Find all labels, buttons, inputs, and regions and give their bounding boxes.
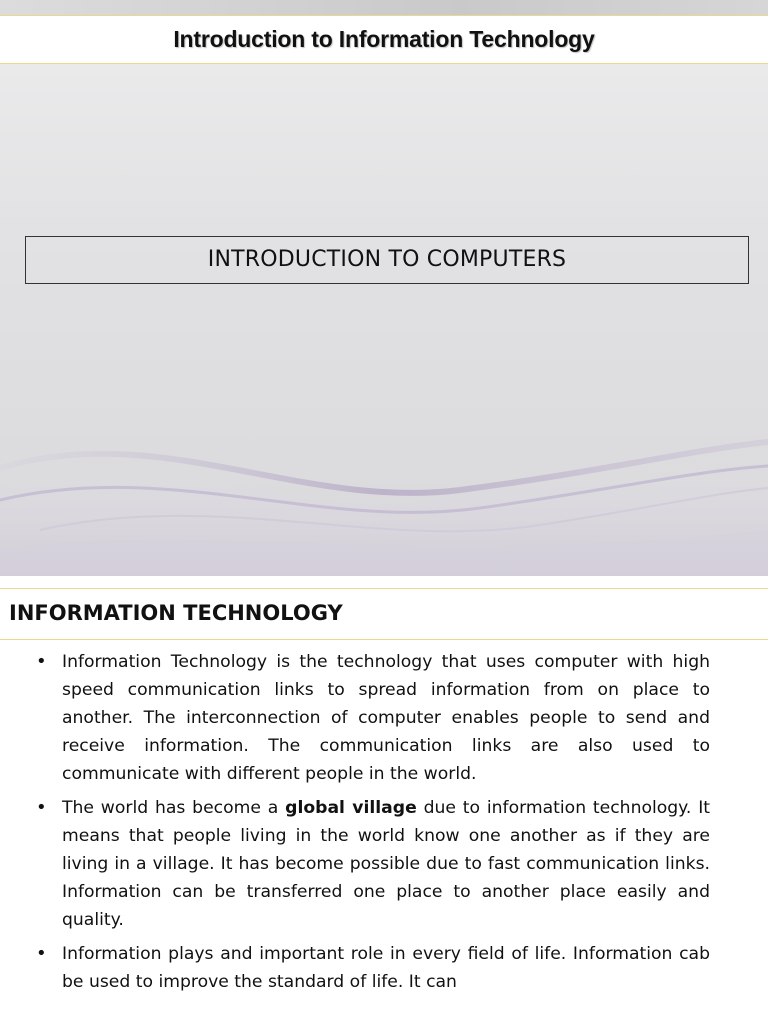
header-band: [0, 15, 768, 64]
bullet-text-before: The world has become a: [62, 798, 286, 818]
bullet-text: Information Technology is the technology that uses computer with high speed communication links to spread information from on place to another. The interconnection of computer enables people to send and receive information. The communication links are also used to communicate with different people in the world.: [62, 652, 710, 784]
list-item: [62, 794, 710, 934]
slide-2: [0, 588, 768, 1024]
header-title: Introduction to Information Technology: [173, 26, 595, 52]
bullet-list: [62, 648, 710, 1002]
slide-title: INTRODUCTION TO COMPUTERS: [207, 247, 567, 272]
list-item: [62, 940, 710, 996]
title-box: [25, 236, 749, 284]
list-item: [62, 648, 710, 788]
section-title: INFORMATION TECHNOLOGY: [9, 601, 343, 625]
section-header: [0, 588, 768, 640]
decorative-wave: [0, 380, 768, 576]
top-strip: [0, 0, 768, 15]
slide-gap: [0, 576, 768, 588]
bullet-text-after: due to information technology. It means that people living in the world know one another as if they are living in a village. It has become possible due to fast communication links. Information can be transferred one place to another place easily and quality.: [62, 798, 711, 930]
bullet-text-bold: global village: [285, 798, 417, 818]
bullet-text: Information plays and important role in every field of life. Information cab be used to improve the standard of life. It can: [62, 944, 710, 992]
